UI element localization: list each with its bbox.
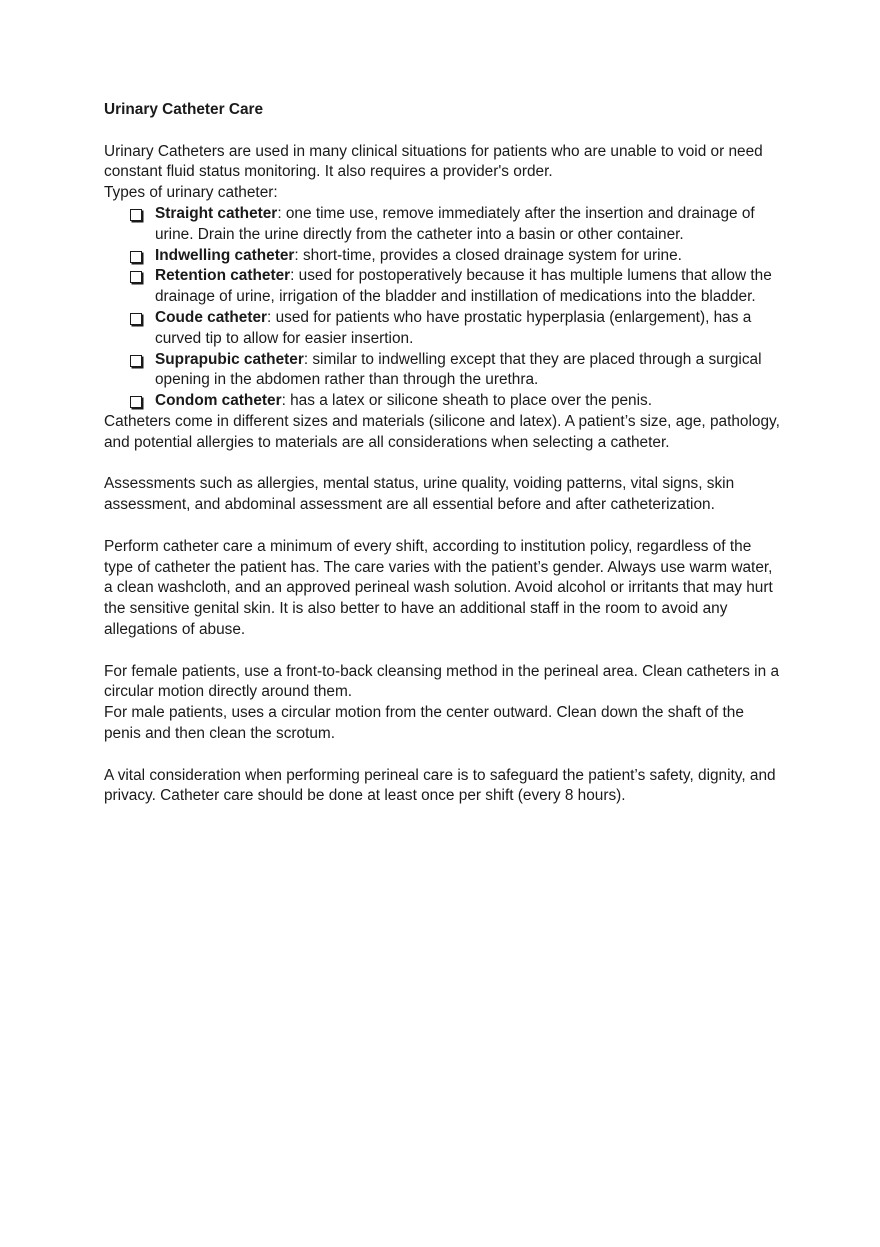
catheter-description: : used for patients who have prostatic hyperplasia (enlargement), has a curved tip to allow for easier insertion. [155,308,752,347]
list-item [155,308,784,350]
list-item [155,246,784,267]
catheter-term: Coude catheter [155,308,268,326]
perform-paragraph: Perform catheter care a minimum of every shift, according to institution policy, regardless of the type of catheter the patient has. The care varies with the patient’s gender. Always use warm water, a clean washcloth, and an approved perineal wash solution. Avoid alcohol or irritants that may hurt the sensitive genital skin. It is also better to have an additional staff in the room to avoid any allegations of abuse. [104,537,773,638]
catheter-description: : one time use, remove immediately after the insertion and drainage of urine. Drain the urine directly from the catheter into a basin or other container. [155,204,755,243]
list-item [155,204,784,246]
checkbox-bullet-icon [130,271,142,283]
checkbox-bullet-icon [130,396,142,408]
catheter-term: Condom catheter [155,392,282,410]
vital-paragraph: A vital consideration when performing perineal care is to safeguard the patient’s safety, dignity, and privacy. Catheter care should be done at least once per shift (every 8 hours). [104,766,776,805]
list-item [155,266,784,308]
catheter-description: : used for postoperatively because it has multiple lumens that allow the drainage of urine, irrigation of the bladder and instillation of medications into the bladder. [155,267,772,306]
paragraph-gap [104,454,784,475]
catheter-term: Indwelling catheter [155,246,295,264]
list-item [155,391,784,412]
catheter-description: : has a latex or silicone sheath to place over the penis. [281,392,653,410]
checkbox-bullet-icon [130,209,142,221]
checkbox-bullet-icon [130,313,142,325]
assessments-paragraph: Assessments such as allergies, mental status, urine quality, voiding patterns, vital signs, skin assessment, and abdominal assessment are all essential before and after catheterization. [104,475,735,514]
catheter-description: : similar to indwelling except that they are placed through a surgical opening in the abdomen rather than through the urethra. [155,350,762,389]
male-paragraph: For male patients, uses a circular motion from the center outward. Clean down the shaft of the penis and then clean the scrotum. [104,704,744,742]
catheter-term: Suprapubic catheter [155,350,304,368]
list-item [155,350,784,392]
catheter-description: : short-time, provides a closed drainage system for urine. [294,246,682,264]
checkbox-bullet-icon [130,251,142,263]
catheter-term: Straight catheter [155,204,278,222]
paragraph-gap [104,641,784,662]
document-title: Urinary Catheter Care [104,101,264,118]
catheter-types-list [104,204,784,412]
types-heading: Types of urinary catheter: [104,184,278,202]
document-page [104,100,784,807]
sizes-paragraph: Catheters come in different sizes and materials (silicone and latex). A patient’s size, age, pathology, and potential allergies to materials are all considerations when selecting a catheter. [104,412,780,451]
paragraph-gap [104,516,784,537]
paragraph-gap [104,745,784,766]
catheter-term: Retention catheter [155,267,291,285]
female-paragraph: For female patients, use a front-to-back cleansing method in the perineal area. Clean catheters in a circular motion directly around them. [104,662,780,701]
checkbox-bullet-icon [130,355,142,367]
intro-paragraph: Urinary Catheters are used in many clinical situations for patients who are unable to void or need constant fluid status monitoring. It also requires a provider's order. [104,142,763,181]
